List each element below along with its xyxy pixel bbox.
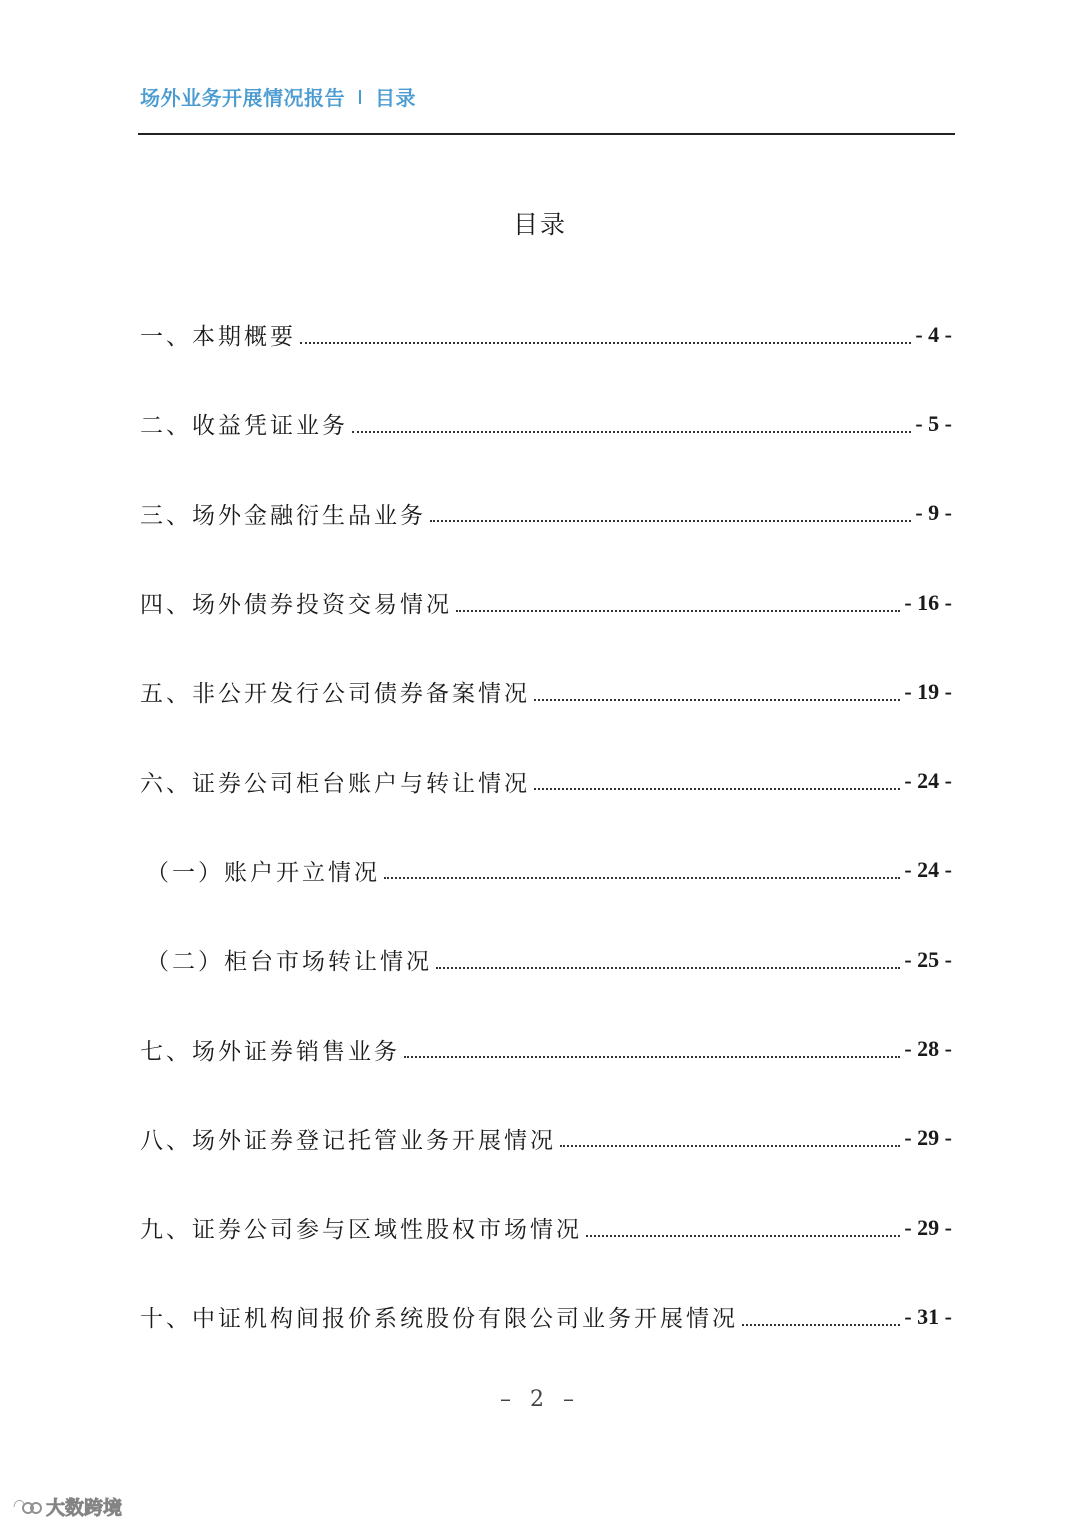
toc-entry-page: - 19 - <box>904 678 952 704</box>
toc-entry-label: 二、收益凭证业务 <box>140 413 348 440</box>
toc-entry-label: 四、场外债券投资交易情况 <box>140 592 452 619</box>
toc-entry[interactable] <box>140 1272 952 1361</box>
toc-entry-page: - 25 - <box>904 946 952 972</box>
toc-entry-label: 十、中证机构间报价系统股份有限公司业务开展情况 <box>140 1306 738 1333</box>
dot-leader <box>430 512 911 522</box>
toc-entry[interactable] <box>140 1183 952 1272</box>
header-separator <box>359 90 361 104</box>
toc-entry[interactable] <box>140 1004 952 1093</box>
dot-leader <box>352 423 911 433</box>
toc-entry[interactable] <box>140 558 952 647</box>
toc-entry-label: 六、证券公司柜台账户与转让情况 <box>140 770 530 797</box>
toc-entry-page: - 4 - <box>915 321 952 347</box>
toc-entry[interactable] <box>140 647 952 736</box>
toc-entry-label: 三、场外金融衍生品业务 <box>140 502 426 529</box>
toc-entry-page: - 24 - <box>904 768 952 794</box>
dot-leader <box>436 959 900 969</box>
toc-entry-label: 八、场外证券登记托管业务开展情况 <box>140 1127 556 1154</box>
toc-subentry[interactable] <box>140 826 952 915</box>
toc-entry[interactable] <box>140 290 952 379</box>
page-number: – 2 – <box>500 1387 580 1412</box>
table-of-contents <box>140 290 952 1362</box>
toc-entry-page: - 16 - <box>904 589 952 615</box>
running-header <box>140 82 416 111</box>
dot-leader <box>384 869 900 879</box>
toc-subentry[interactable] <box>140 915 952 1004</box>
toc-entry-page: - 28 - <box>904 1036 952 1062</box>
logo-icon <box>8 1496 42 1518</box>
toc-entry-page: - 29 - <box>904 1125 952 1151</box>
section-name: 目录 <box>375 86 416 110</box>
dot-leader <box>534 691 900 701</box>
watermark-text: 大数跨境 <box>46 1497 123 1519</box>
dot-leader <box>560 1137 900 1147</box>
dot-leader <box>456 602 900 612</box>
dot-leader <box>300 334 911 344</box>
toc-entry-label: 五、非公开发行公司债券备案情况 <box>140 681 530 708</box>
watermark <box>8 1493 122 1520</box>
toc-entry-page: - 31 - <box>904 1303 952 1329</box>
header-divider <box>138 133 955 135</box>
toc-entry[interactable] <box>140 736 952 825</box>
toc-entry-page: - 24 - <box>904 857 952 883</box>
dot-leader <box>404 1048 900 1058</box>
toc-entry-label: 一、本期概要 <box>140 324 296 351</box>
dot-leader <box>742 1316 900 1326</box>
toc-entry[interactable] <box>140 1094 952 1183</box>
toc-entry-label: 七、场外证券销售业务 <box>140 1038 400 1065</box>
toc-entry-page: - 9 - <box>915 500 952 526</box>
toc-entry-label: （二）柜台市场转让情况 <box>146 949 432 976</box>
toc-entry[interactable] <box>140 379 952 468</box>
dot-leader <box>586 1227 900 1237</box>
toc-entry-page: - 29 - <box>904 1214 952 1240</box>
toc-entry-label: 九、证券公司参与区域性股权市场情况 <box>140 1217 582 1244</box>
toc-entry-page: - 5 - <box>915 410 952 436</box>
dot-leader <box>534 780 900 790</box>
toc-entry[interactable] <box>140 469 952 558</box>
toc-entry-label: （一）账户开立情况 <box>146 859 380 886</box>
report-title: 场外业务开展情况报告 <box>140 86 345 110</box>
toc-title: 目录 <box>512 210 567 239</box>
